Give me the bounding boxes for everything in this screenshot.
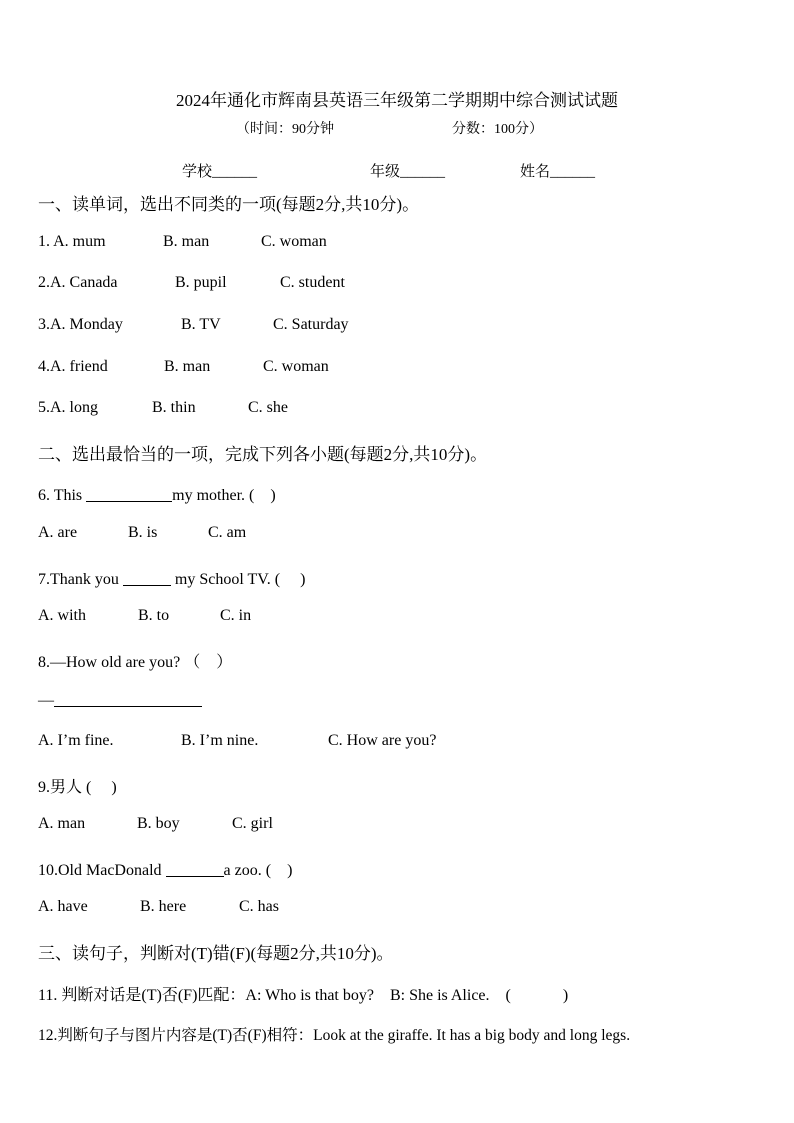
- name-field[interactable]: 姓名______: [520, 164, 596, 180]
- option-a: 4.A. friend: [38, 358, 108, 375]
- question-4: [38, 358, 329, 376]
- grade-field[interactable]: 年级______: [370, 164, 446, 180]
- exam-score: 分数：100分）: [452, 122, 543, 137]
- option-c: C. she: [248, 399, 288, 416]
- option-a: 1. A. mum: [38, 233, 106, 250]
- question-6-stem: 6. This my mother. ( ): [38, 487, 276, 504]
- question-3: [38, 316, 349, 334]
- option-c: C. girl: [232, 815, 273, 832]
- option-b: B. man: [164, 358, 211, 375]
- option-b: B. here: [140, 898, 187, 915]
- option-b: B. thin: [152, 399, 196, 416]
- option-a: A. are: [38, 524, 78, 541]
- answer-blank[interactable]: [86, 485, 172, 502]
- question-7-options: [38, 607, 252, 625]
- option-c: C. woman: [263, 358, 329, 375]
- option-c: C. has: [239, 898, 279, 915]
- question-10-stem: 10.Old MacDonald a zoo. ( ): [38, 862, 293, 879]
- option-a: A. with: [38, 607, 86, 624]
- school-field[interactable]: 学校______: [182, 164, 258, 180]
- option-b: B. I’m nine.: [181, 732, 259, 749]
- option-c: C. in: [220, 607, 252, 624]
- option-b: B. TV: [181, 316, 221, 333]
- option-a: 2.A. Canada: [38, 274, 118, 291]
- option-b: B. boy: [137, 815, 180, 832]
- question-6-options: [38, 524, 247, 542]
- question-9-options: [38, 815, 273, 833]
- question-2: [38, 274, 345, 292]
- section-1-heading: 一、读单词，选出不同类的一项(每题2分,共10分)。: [38, 195, 420, 214]
- question-10-options: [38, 898, 279, 916]
- option-c: C. am: [208, 524, 247, 541]
- question-12: 12.判断句子与图片内容是(T)否(F)相符：Look at the giraffe. It has a big body and long legs.: [38, 1027, 631, 1044]
- option-a: A. man: [38, 815, 86, 832]
- question-8-stem: 8.—How old are you? （ ）: [38, 654, 233, 671]
- question-11: 11. 判断对话是(T)否(F)匹配：A: Who is that boy? B: She is Alice. ( ): [38, 987, 569, 1004]
- question-8-options: [38, 732, 437, 750]
- option-b: B. is: [128, 524, 158, 541]
- exam-time: （时间：90分钟: [236, 122, 334, 137]
- section-2-heading: 二、选出最恰当的一项，完成下列各小题(每题2分,共10分)。: [38, 445, 488, 464]
- question-7-stem: 7.Thank you my School TV. ( ): [38, 571, 306, 588]
- option-a: A. have: [38, 898, 88, 915]
- option-b: B. pupil: [175, 274, 227, 291]
- option-c: C. student: [280, 274, 345, 291]
- question-8-answer-line: —: [38, 690, 202, 710]
- answer-blank[interactable]: [123, 569, 171, 586]
- page-title: 2024年通化市辉南县英语三年级第二学期期中综合测试试题: [176, 91, 618, 110]
- option-c: C. Saturday: [273, 316, 349, 333]
- question-9-stem: 9.男人 ( ): [38, 779, 117, 796]
- question-1: [38, 233, 327, 251]
- question-5: [38, 399, 288, 417]
- option-c: C. woman: [261, 233, 327, 250]
- answer-blank[interactable]: [54, 690, 202, 707]
- option-c: C. How are you?: [328, 732, 437, 749]
- option-b: B. to: [138, 607, 170, 624]
- option-a: 3.A. Monday: [38, 316, 123, 333]
- option-b: B. man: [163, 233, 210, 250]
- section-3-heading: 三、读句子，判断对(T)错(F)(每题2分,共10分)。: [38, 944, 394, 963]
- answer-blank[interactable]: [166, 860, 224, 877]
- option-a: 5.A. long: [38, 399, 98, 416]
- option-a: A. I’m fine.: [38, 732, 114, 749]
